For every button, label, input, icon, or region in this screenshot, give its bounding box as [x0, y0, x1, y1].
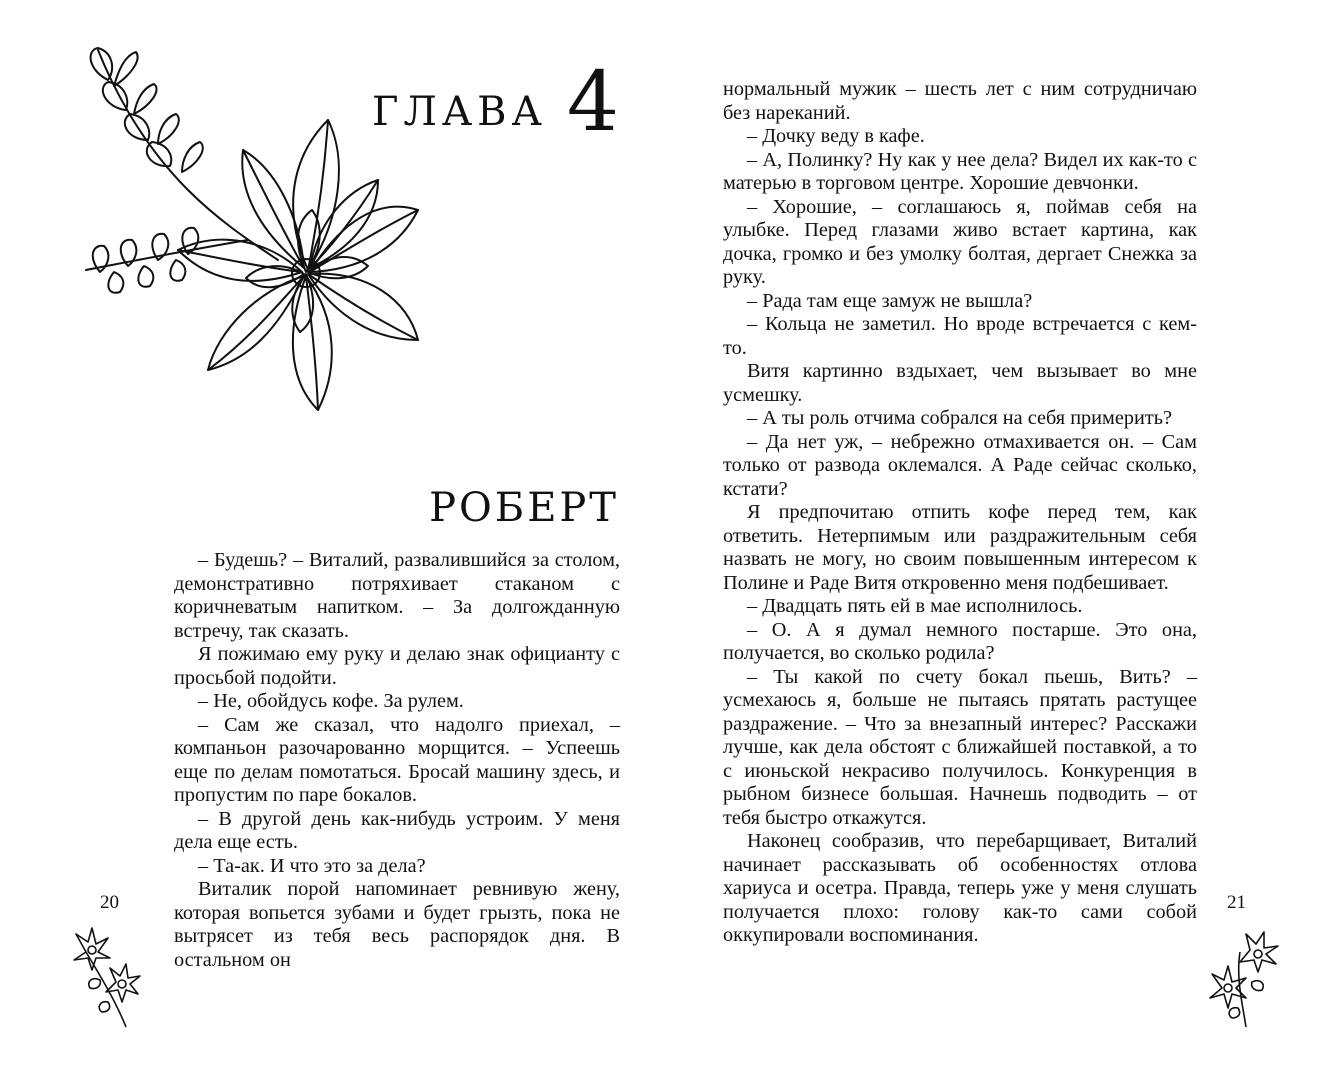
paragraph: – А ты роль отчима собрался на себя примерить? — [747, 407, 1172, 429]
paragraph: – Рада там еще замуж не вышла? — [747, 289, 1033, 312]
small-flowers-icon — [1196, 922, 1286, 1032]
paragraph: – Сам же сказал, что надолго приехал, – компаньон разочарованно морщится. – Успеешь еще по делам помотаться. Бросай машину здесь, и пропустим по паре бокалов. — [174, 713, 620, 806]
paragraph: – О. А я думал немного постарше. Это она, получается, во сколько родила? — [723, 618, 1197, 664]
small-flowers-icon — [56, 922, 146, 1032]
paragraph: – Будешь? – Виталий, развалившийся за столом, демонстративно потряхивает стаканом с коричневатым напитком. – За долгожданную встречу, так сказать. — [174, 549, 620, 642]
paragraph: – Ты какой по счету бокал пьешь, Вить? – усмехаюсь я, больше не пытаясь прятать растущее раздражение. – Что за внезапный интерес? Расскажи лучше, как дела обстоят с ближайшей поставкой, а то с июньской некрасиво получилось. Конкуренция в рыбном бизнесе большая. Начнешь подводить – от тебя быстро откажутся. — [723, 665, 1197, 829]
paragraph: – Кольца не заметил. Но вроде встречается с кем-то. — [723, 313, 1197, 359]
page-number: 21 — [1227, 892, 1246, 913]
paragraph: – Да нет уж, – небрежно отмахивается он. – Сам только от развода оклемался. А Раде сейчас сколько, кстати? — [723, 430, 1197, 500]
left-page-text — [174, 549, 620, 972]
paragraph: – Хорошие, – соглашаюсь я, поймав себя на улыбке. Перед глазами живо встает картина, как дочка, громко и без умолку болтая, дергает Снежка за руку. — [723, 195, 1197, 288]
section-title: РОБЕРТ — [429, 485, 619, 531]
paragraph: Витя картинно вздыхает, чем вызывает во мне усмешку. — [723, 360, 1197, 406]
paragraph: – В другой день как-нибудь устроим. У меня дела еще есть. — [174, 807, 620, 853]
paragraph: Наконец сообразив, что перебарщивает, Виталий начинает рассказывать об особенностях отлова хариуса и осетра. Правда, теперь уже у меня слушать получается плохо: голову как-то сами собой оккупировали воспоминания. — [723, 830, 1197, 946]
paragraph: Виталик порой напоминает ревнивую жену, которая вопьется зубами и будет грызть, пока не вытрясет из тебя весь распорядок дня. В остальном он — [174, 878, 620, 971]
paragraph-continuation: нормальный мужик – шесть лет с ним сотрудничаю без нареканий. — [723, 78, 1197, 124]
paragraph: Я предпочитаю отпить кофе перед тем, как ответить. Нетерпимым или раздражительным себя назвать не могу, но своим повышенным интересом к Полине и Раде Витя откровенно меня подбешивает. — [723, 501, 1197, 594]
paragraph: – Дочку веду в кафе. — [747, 125, 925, 147]
chapter-word: ГЛАВА — [371, 89, 547, 135]
paragraph: Я пожимаю ему руку и делаю знак официанту с просьбой подойти. — [174, 643, 620, 689]
paragraph: – А, Полинку? Ну как у нее дела? Видел их как-то с матерью в торговом центре. Хорошие девчонки. — [723, 148, 1197, 194]
right-page-text — [723, 78, 1197, 948]
chapter-number: 4 — [566, 55, 619, 150]
paragraph: – Та-ак. И что это за дела? — [198, 854, 426, 877]
chapter-heading — [371, 55, 619, 150]
paragraph: – Двадцать пять ей в мае исполнилось. — [747, 595, 1083, 617]
page-number: 20 — [100, 892, 119, 913]
paragraph: – Не, обойдусь кофе. За рулем. — [198, 690, 464, 712]
